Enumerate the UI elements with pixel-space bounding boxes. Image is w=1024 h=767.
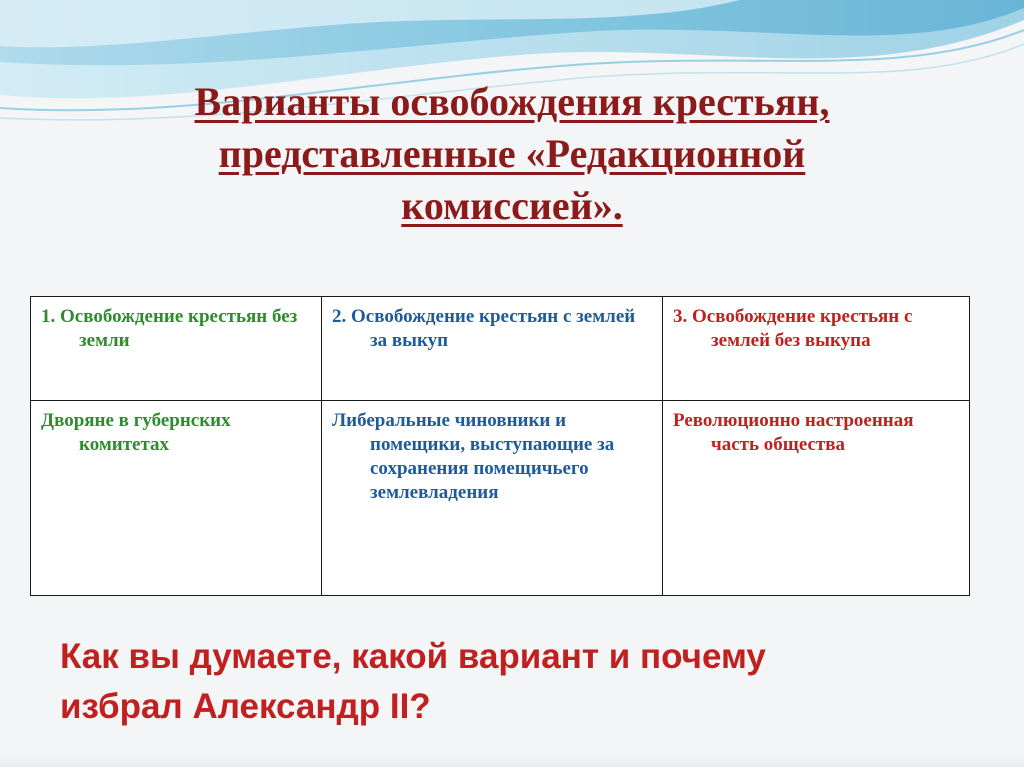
cell-text: 2. Освобождение крестьян с землей за выкуп: [332, 306, 636, 351]
variants-table: [30, 296, 970, 596]
title-line-1: Варианты освобождения крестьян,: [194, 79, 830, 124]
table-row: [31, 401, 970, 596]
question-line-1: Как вы думаете, какой вариант и почему: [60, 637, 766, 676]
bottom-strip: [0, 753, 1024, 767]
table-cell: [31, 401, 322, 596]
cell-text: 1. Освобождение крестьян без земли: [41, 306, 298, 351]
question-line-2: избрал Александр II?: [60, 687, 431, 726]
cell-text: Либеральные чиновники и помещики, выступающие за сохранения помещичьего землевладения: [332, 410, 615, 503]
title-line-3: комиссией».: [401, 183, 623, 228]
table-row: [31, 297, 970, 401]
title-line-2: представленные «Редакционной: [218, 131, 806, 176]
discussion-question: [60, 632, 980, 732]
table-cell: [31, 297, 322, 401]
cell-text: Революционно настроенная часть общества: [673, 410, 914, 455]
cell-text: Дворяне в губернских комитетах: [41, 410, 231, 455]
table-cell: [663, 297, 970, 401]
table-cell: [663, 401, 970, 596]
table-cell: [322, 297, 663, 401]
slide-title: [40, 76, 984, 232]
table-cell: [322, 401, 663, 596]
cell-text: 3. Освобождение крестьян с землей без выкупа: [673, 306, 913, 351]
